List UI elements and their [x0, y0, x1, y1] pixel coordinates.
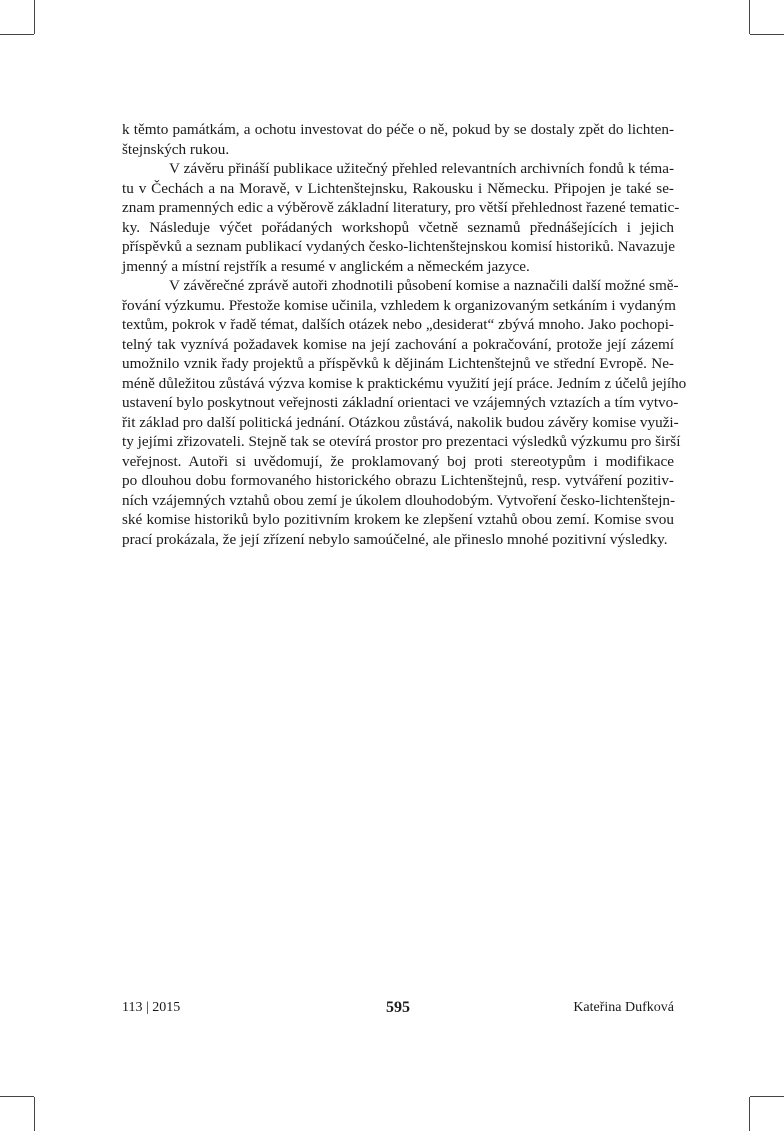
text-line: prací prokázala, že její zřízení nebylo samoúčelné, ale přineslo mnohé pozitivní výsledky.	[122, 530, 668, 548]
text-line: ních vzájemných vztahů obou zemí je úkolem dlouhodobým. Vytvoření česko-lichtenštejn-	[122, 491, 676, 509]
text-line: řování výzkumu. Přestože komise učinila, vzhledem k organizovaným setkáním i vydaným	[122, 296, 676, 314]
paragraph-1	[122, 120, 674, 159]
issue-number: 113 | 2015	[122, 1000, 181, 1015]
text-line: jmenný a místní rejstřík a resumé v anglickém a německém jazyce.	[122, 257, 530, 275]
text-line: méně důležitou zůstává výzva komise k praktickému využití její práce. Jedním z účelů jejího	[122, 374, 687, 392]
body-text	[122, 120, 687, 549]
text-line: ty jejími zřizovateli. Stejně tak se otevírá prostor pro prezentaci výsledků výzkumu pro širší	[122, 433, 681, 450]
paragraph-2	[122, 159, 680, 276]
crop-mark-top-left-horizontal	[0, 34, 34, 35]
text-line: po dlouhou dobu formovaného historického obrazu Lichtenštejnů, resp. vytváření pozitiv-	[122, 472, 674, 489]
text-line: textům, pokrok v řadě témat, dalších otázek nebo „desiderat“ zbývá mnoho. Jako pochopi-	[122, 316, 674, 333]
crop-mark-top-right-horizontal	[750, 34, 784, 35]
text-line: umožnilo vznik řady projektů a příspěvků k dějinám Lichtenštejnů ve střední Evropě. Ne-	[122, 355, 674, 372]
crop-mark-bottom-left-vertical	[34, 1097, 35, 1131]
crop-mark-top-right-vertical	[749, 0, 750, 34]
page-number: 595	[386, 999, 410, 1016]
text-line: V závěrečné zprávě autoři zhodnotili působení komise a naznačili další možné smě-	[169, 277, 679, 294]
text-line: znam pramenných edic a výběrově základní literatury, pro větší přehlednost řazené tematic-	[122, 199, 680, 216]
text-line: V závěru přináší publikace užitečný přehled relevantních archivních fondů k téma-	[169, 160, 674, 177]
crop-mark-bottom-left-horizontal	[0, 1096, 34, 1097]
text-line: ky. Následuje výčet pořádaných workshopů včetně seznamů přednášejících i jejich	[122, 218, 674, 236]
text-line: příspěvků a seznam publikací vydaných česko-lichtenštejnskou komisí historiků. Navazuje	[122, 238, 675, 255]
paragraph-3	[122, 276, 687, 549]
text-line: řit základ pro další politická jednání. Otázkou zůstává, nakolik budou závěry komise využi-	[122, 413, 679, 431]
crop-mark-bottom-right-vertical	[749, 1097, 750, 1131]
crop-mark-bottom-right-horizontal	[750, 1096, 784, 1097]
text-line: veřejnost. Autoři si uvědomují, že proklamovaný boj proti stereotypům i modifikace	[122, 452, 674, 470]
text-line: tu v Čechách a na Moravě, v Lichtenštejnsku, Rakousku i Německu. Připojen je také se-	[122, 179, 674, 197]
text-line: k těmto památkám, a ochotu investovat do péče o ně, pokud by se dostaly zpět do lichten-	[122, 121, 674, 138]
text-line: ustavení bylo poskytnout veřejnosti základní orientaci ve vzájemných vztazích a tím vytvo-	[122, 394, 679, 411]
page-footer	[122, 997, 674, 1019]
text-line: telný tak vyznívá požadavek komise na její zachování a pokračování, protože její zázemí	[122, 335, 674, 353]
author-name: Kateřina Dufková	[573, 1000, 674, 1015]
text-line: ské komise historiků bylo pozitivním krokem ke zlepšení vztahů obou zemí. Komise svou	[122, 511, 674, 528]
crop-mark-top-left-vertical	[34, 0, 35, 34]
text-line: štejnských rukou.	[122, 140, 230, 158]
